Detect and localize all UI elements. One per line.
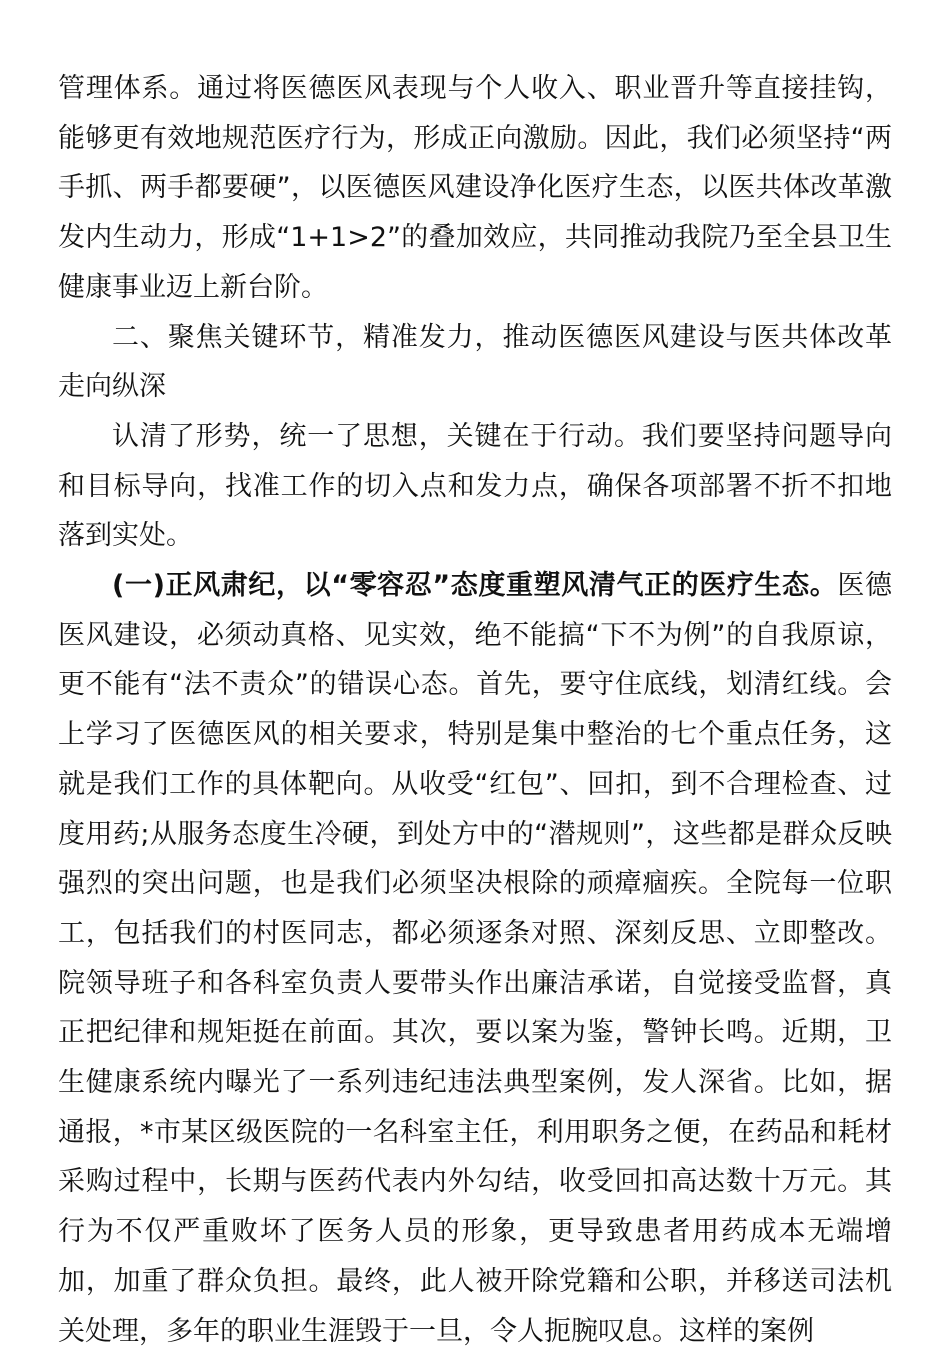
subsection-1-body: 医德医风建设，必须动真格、见实效，绝不能搞“下不为例”的自我原谅，更不能有“法不责众”的错误心态。首先，要守住底线，划清红线。会上学习了医德医风的相关要求，特别是集中整治的七个重点任务，这就是我们工作的具体靶向。从收受“红包”、回扣，到不合理检查、过度用药;从服务态度生冷硬，到处方中的“潜规则”，这些都是群众反映强烈的突出问题，也是我们必须坚决根除的顽瘴痼疾。全院每一位职工，包括我们的村医同志，都必须逐条对照、深刻反思、立即整改。院领导班子和各科室负责人要带头作出廉洁承诺，自觉接受监督，真正把纪律和规矩挺在前面。其次，要以案为鉴，警钟长鸣。近期，卫生健康系统内曝光了一系列违纪违法典型案例，发人深省。比如，据通报，*市某区级医院的一名科室主任，利用职务之便，在药品和耗材采购过程中，长期与医药代表内外勾结，收受回扣高达数十万元。其行为不仅严重败坏了医务人员的形象，更导致患者用药成本无端增加，加重了群众负担。最终，此人被开除党籍和公职，并移送司法机关处理，多年的职业生涯毁于一旦，令人扼腕叹息。这样的案例 — [58, 570, 893, 1347]
document-body — [58, 64, 892, 1356]
paragraph-continued: 管理体系。通过将医德医风表现与个人收入、职业晋升等直接挂钩，能够更有效地规范医疗行为，形成正向激励。因此，我们必须坚持“两手抓、两手都要硬”，以医德医风建设净化医疗生态，以医共体改革激发内生动力，形成“1+1>2”的叠加效应，共同推动我院乃至全县卫生健康事业迈上新台阶。 — [58, 73, 892, 303]
subsection-1 — [58, 561, 892, 1356]
paragraph-intro: 认清了形势，统一了思想，关键在于行动。我们要坚持问题导向和目标导向，找准工作的切入点和发力点，确保各项部署不折不扣地落到实处。 — [58, 420, 892, 552]
subsection-1-title: (一)正风肃纪，以“零容忍”态度重塑风清气正的医疗生态。 — [112, 570, 838, 602]
section-heading-2: 二、聚焦关键环节，精准发力，推动医德医风建设与医共体改革走向纵深 — [58, 321, 892, 403]
